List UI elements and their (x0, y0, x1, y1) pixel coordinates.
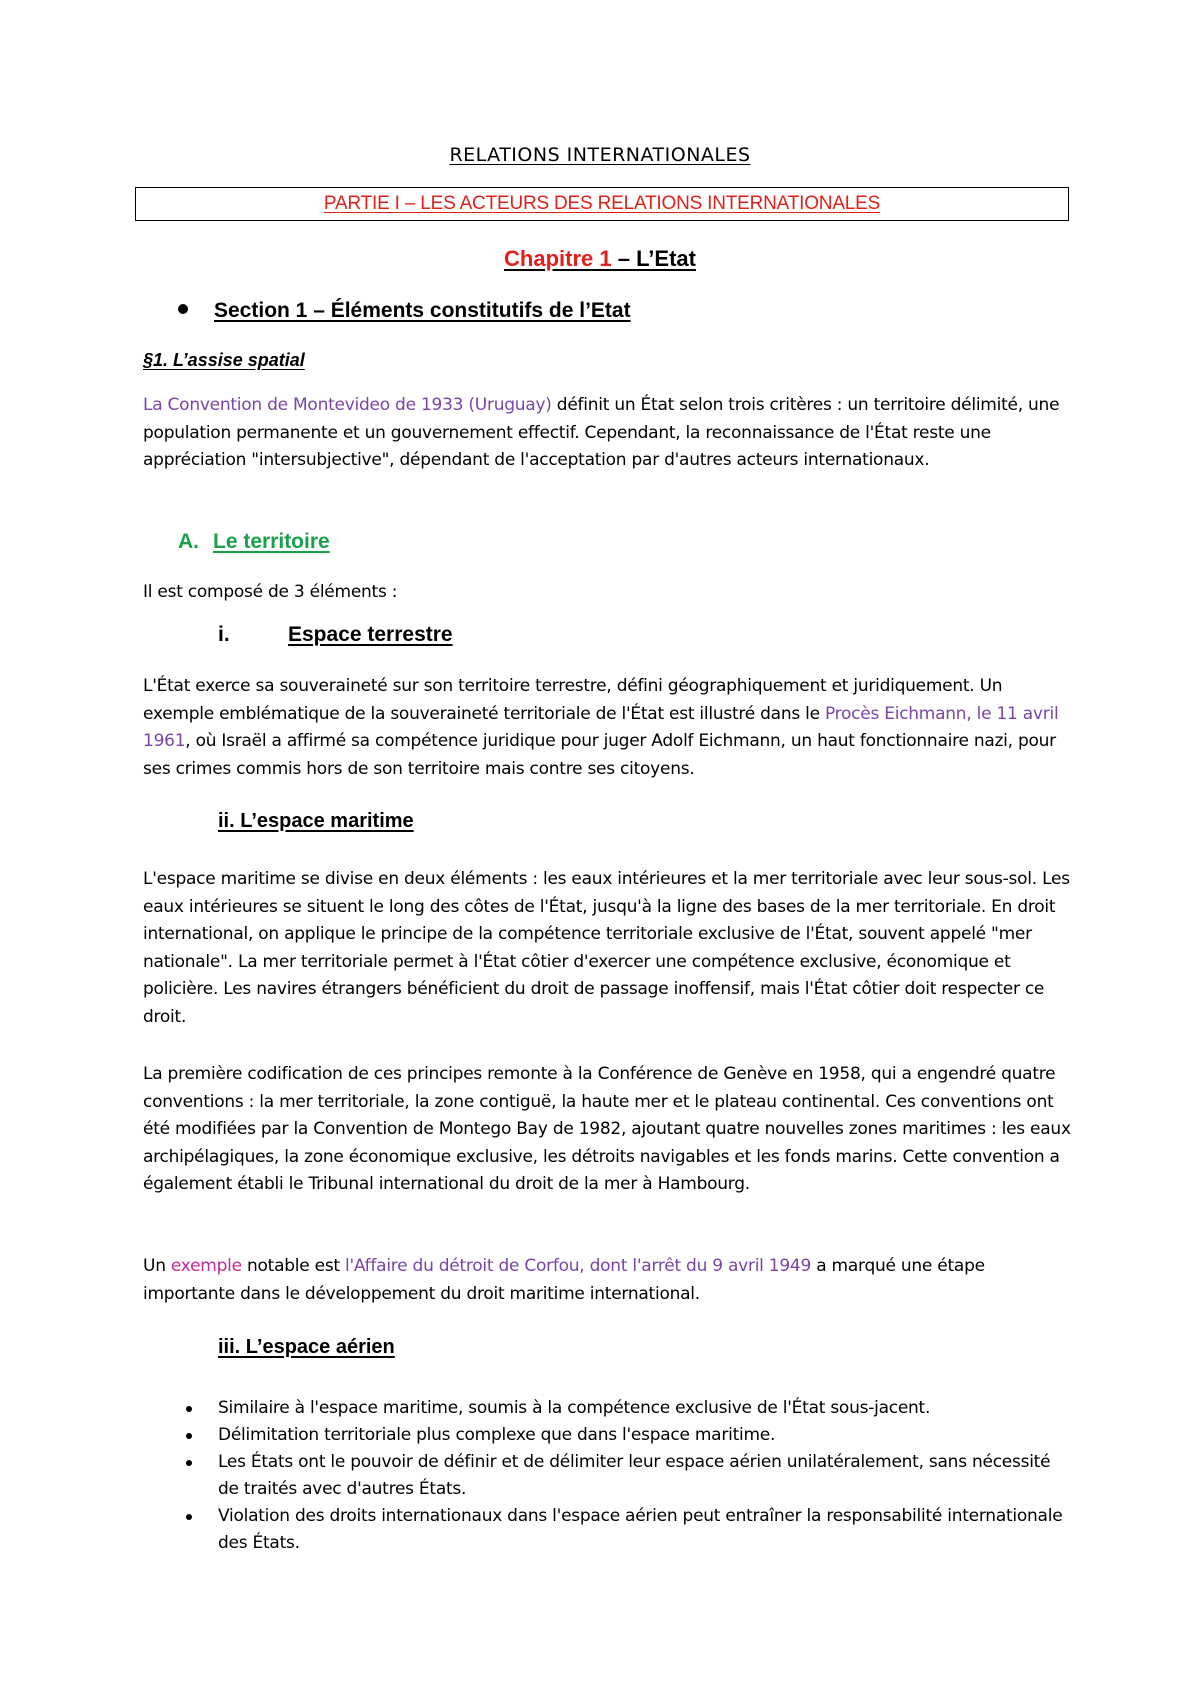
list-item (186, 1503, 1076, 1557)
terrestre-highlight: Procès Eichmann, le 11 avril 1961 (143, 703, 1059, 751)
list-item-text: Délimitation territoriale plus complexe que dans l'espace maritime. (218, 1425, 776, 1445)
intro-highlight: La Convention de Montevideo de 1933 (Uruguay) (143, 395, 552, 415)
terrestre-text-1: L'État exerce sa souveraineté sur son territoire terrestre, défini géographiquement et juridiquement. Un exemple emblématique de la souveraineté territoriale de l'État est illustré dans le (143, 676, 1003, 724)
list-item (186, 1395, 1076, 1422)
subheading-title: Le territoire (213, 530, 330, 553)
list-item (186, 1422, 1076, 1449)
bullet-icon (178, 304, 188, 314)
chapter-heading (0, 246, 1200, 272)
composed-of-line: Il est composé de 3 éléments : (143, 582, 398, 602)
document-title: RELATIONS INTERNATIONALES (449, 144, 751, 166)
subheading-letter: A. (178, 530, 199, 553)
roman-title: Espace terrestre (288, 623, 453, 646)
maritime-3-text-3: a marqué une étape importante dans le développement du droit maritime international. (143, 1256, 985, 1304)
heading-espace-aerien: iii. L’espace aérien (218, 1336, 395, 1358)
list-item-text: Violation des droits internationaux dans l'espace aérien peut entraîner la responsabilité internationale des États. (218, 1506, 1063, 1553)
section-title: Section 1 – Éléments constitutifs de l’Etat (214, 299, 631, 322)
paragraph-title: §1. L’assise spatial (143, 350, 305, 370)
terrestre-paragraph (143, 673, 1073, 783)
maritime-3-highlight: l'Affaire du détroit de Corfou, dont l'arrêt du 9 avril 1949 (345, 1256, 812, 1276)
list-item-text: Les États ont le pouvoir de définir et de délimiter leur espace aérien unilatéralement, sans nécessité de traités avec d'autres États. (218, 1452, 1051, 1499)
list-item (186, 1449, 1076, 1503)
list-item-text: Similaire à l'espace maritime, soumis à la compétence exclusive de l'État sous-jacent. (218, 1398, 931, 1418)
maritime-3-text-2: notable est (241, 1256, 346, 1276)
chapter-number: Chapitre 1 (504, 246, 612, 271)
bullet-icon (186, 1406, 192, 1412)
terrestre-text-2: , où Israël a affirmé sa compétence juridique pour juger Adolf Eichmann, un haut fonctionnaire nazi, pour ses crimes commis hors de son territoire mais contre ses citoyens. (143, 731, 1056, 779)
intro-text: définit un État selon trois critères : un territoire délimité, une population permanente et un gouvernement effectif. Cependant, la reconnaissance de l'État reste une appréciation "intersubjective", dépendant de l'acceptation par d'autres acteurs internationaux. (143, 395, 1060, 470)
subheading-territoire (178, 530, 330, 554)
roman-number: i. (218, 623, 230, 646)
bullet-icon (186, 1433, 192, 1439)
maritime-paragraph-2: La première codification de ces principes remonte à la Conférence de Genève en 1958, qui a engendré quatre conventions : la mer territoriale, la zone contiguë, la haute mer et le plateau continental. Ces conventions ont été modifiées par la Convention de Montego Bay de 1982, ajoutant quatre nouvelles zones maritimes : les eaux archipélagiques, la zone économique exclusive, les détroits navigables et les fonds marins. Cette convention a également établi le Tribunal international du droit de la mer à Hambourg. (143, 1064, 1071, 1194)
maritime-paragraph-3 (143, 1253, 1073, 1308)
chapter-title: – L’Etat (611, 246, 696, 271)
heading-espace-maritime: ii. L’espace maritime (218, 810, 414, 832)
maritime-3-text-1: Un (143, 1256, 171, 1276)
part-heading-box: PARTIE I – LES ACTEURS DES RELATIONS INTERNATIONALES (135, 187, 1069, 221)
maritime-paragraph-1: L'espace maritime se divise en deux éléments : les eaux intérieures et la mer territoriale avec leur sous-sol. Les eaux intérieures se situent le long des côtes de l'État, jusqu'à la ligne des bases de la mer territoriale. En droit international, on applique le principe de la compétence territoriale exclusive de l'État, souvent appelé "mer nationale". La mer territoriale permet à l'État côtier d'exercer une compétence exclusive, économique et policière. Les navires étrangers bénéficient du droit de passage inoffensif, mais l'État côtier doit respecter ce droit. (143, 869, 1070, 1027)
heading-espace-terrestre (218, 623, 453, 647)
bullet-icon (186, 1514, 192, 1520)
aerien-bullet-list (186, 1395, 1076, 1557)
section-heading (178, 299, 631, 323)
intro-paragraph (143, 392, 1073, 475)
bullet-icon (186, 1460, 192, 1466)
maritime-3-exemple: exemple (170, 1256, 242, 1276)
